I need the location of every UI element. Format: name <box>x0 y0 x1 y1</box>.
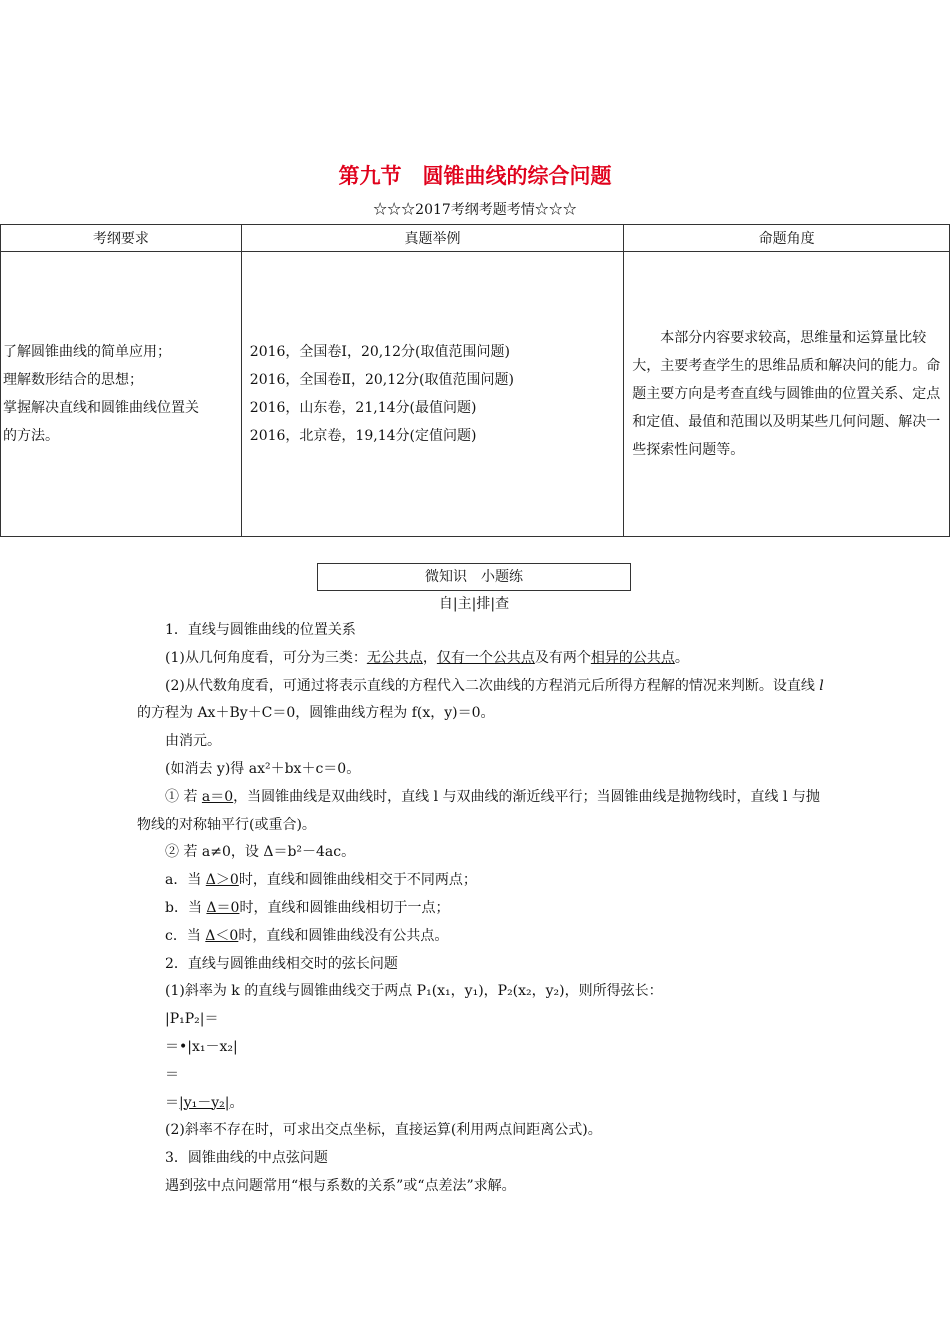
example-line: 2016，全国卷Ⅰ，20,12分(取值范围问题) <box>249 344 510 360</box>
requirement-line: 的方法。 <box>3 428 59 444</box>
formula-line: ＝|y₁－y₂|。 <box>165 1094 244 1111</box>
section-box-label: 微知识 小题练 <box>317 563 631 591</box>
answer-blank: 相异的公共点 <box>590 649 675 666</box>
formula-line: ＝ <box>165 1066 179 1083</box>
page-title: 第九节 圆锥曲线的综合问题 <box>338 164 612 188</box>
answer-blank: 仅有一个公共点 <box>436 649 535 666</box>
paragraph: 遇到弦中点问题常用“根与系数的关系”或“点差法”求解。 <box>165 1177 516 1194</box>
answer-blank: Δ＜0 <box>205 927 239 944</box>
paragraph: 由消元。 <box>165 733 221 750</box>
self-check-label: 自|主|排|查 <box>438 596 510 612</box>
example-line: 2016，山东卷，21,14分(最值问题) <box>249 400 477 416</box>
examples-cell <box>241 252 623 537</box>
example-line: 2016，全国卷Ⅱ，20,12分(取值范围问题) <box>249 372 514 388</box>
header-requirements: 考纲要求 <box>1 225 242 252</box>
paragraph: (1)从几何角度看，可分为三类：无公共点，仅有一个公共点及有两个相异的公共点。 <box>165 649 689 666</box>
requirements-cell <box>1 252 242 537</box>
paragraph: (1)斜率为 k 的直线与圆锥曲线交于两点 P₁(x₁，y₁)，P₂(x₂，y₂)，则所得弦长： <box>165 983 663 1000</box>
exam-info-table <box>0 224 950 537</box>
section-subtitle: ☆☆☆2017考纲考题考情☆☆☆ <box>373 202 577 218</box>
heading-2: 2．直线与圆锥曲线相交时的弦长问题 <box>165 955 398 972</box>
answer-blank: Δ＞0 <box>205 872 239 889</box>
content-body <box>137 617 827 1201</box>
formula-line: ＝•|x₁－x₂| <box>165 1038 238 1055</box>
angle-cell <box>624 252 950 537</box>
answer-blank: 无公共点 <box>366 649 423 666</box>
paragraph: ② 若 a≠0，设 Δ＝b²－4ac。 <box>165 844 356 861</box>
paragraph: b．当 Δ＝0时，直线和圆锥曲线相切于一点； <box>165 899 450 916</box>
paragraph: (2)斜率不存在时，可求出交点坐标，直接运算(利用两点间距离公式)。 <box>165 1122 602 1139</box>
table-header-row <box>1 225 950 252</box>
angle-text: 本部分内容要求较高，思维量和运算量比较大，主要考查学生的思维品质和解决问的能力。命题主要方向是考查直线与圆锥曲的位置关系、定点和定值、最值和范围以及明某些几何问题、解决一些探索性问题等。 <box>632 330 941 458</box>
formula-line: |P₁P₂|＝ <box>165 1011 219 1028</box>
example-line: 2016，北京卷，19,14分(定值问题) <box>249 428 477 444</box>
paragraph: (2)从代数角度看，可通过将表示直线的方程代入二次曲线的方程消元后所得方程解的情况来判断。设直线 l 的方程为 Ax＋By＋C＝0，圆锥曲线方程为 f(x，y)＝0。 <box>137 677 824 722</box>
heading-3: 3．圆锥曲线的中点弦问题 <box>165 1150 328 1167</box>
header-examples: 真题举例 <box>241 225 623 252</box>
paragraph: ① 若 a＝0，当圆锥曲线是双曲线时，直线 l 与双曲线的渐近线平行；当圆锥曲线是抛物线时，直线 l 与抛物线的对称轴平行(或重合)。 <box>137 788 820 833</box>
header-angle: 命题角度 <box>624 225 950 252</box>
requirement-line: 理解数形结合的思想； <box>3 372 143 388</box>
table-row <box>1 252 950 537</box>
paragraph: c．当 Δ＜0时，直线和圆锥曲线没有公共点。 <box>165 927 449 944</box>
answer-blank: a＝0 <box>201 788 234 805</box>
requirement-line: 了解圆锥曲线的简单应用； <box>3 344 171 360</box>
paragraph: (如消去 y)得 ax²＋bx＋c＝0。 <box>165 760 361 777</box>
heading-1: 1．直线与圆锥曲线的位置关系 <box>165 622 356 638</box>
requirement-line: 掌握解决直线和圆锥曲线位置关 <box>3 400 199 416</box>
paragraph: a．当 Δ＞0时，直线和圆锥曲线相交于不同两点； <box>165 872 477 889</box>
answer-blank: Δ＝0 <box>206 899 240 916</box>
answer-blank: |y₁－y₂| <box>179 1094 230 1111</box>
